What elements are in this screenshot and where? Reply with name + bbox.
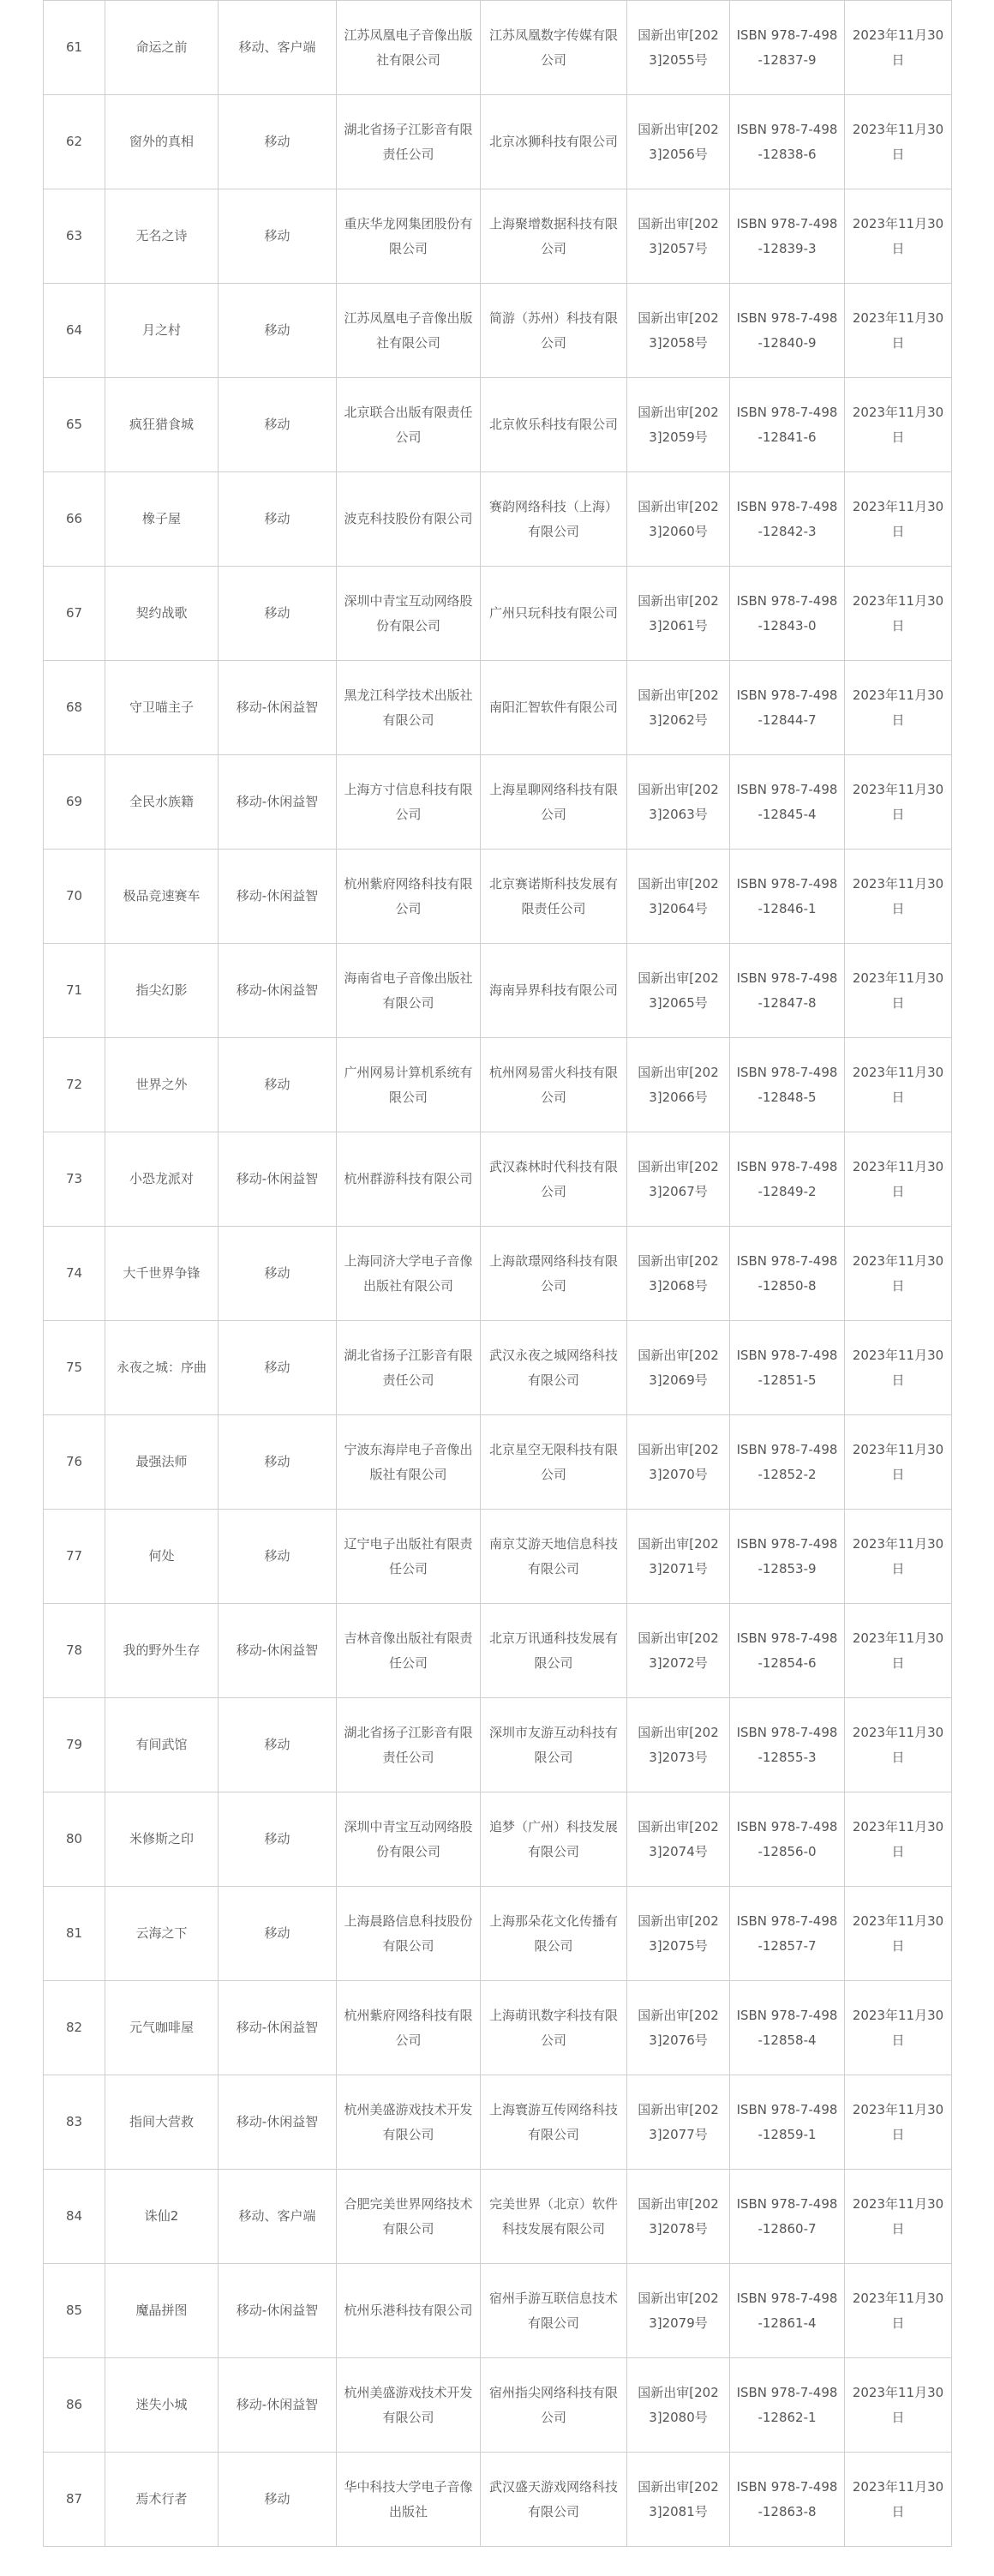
game-name: 何处 bbox=[105, 1510, 219, 1604]
operator-name: 北京冰狮科技有限公司 bbox=[481, 95, 627, 189]
approval-number: 国新出审[2023]2062号 bbox=[627, 661, 730, 755]
publisher-name: 北京联合出版有限责任公司 bbox=[337, 378, 481, 472]
isbn-number: ISBN 978-7-498-12852-2 bbox=[730, 1415, 845, 1510]
publisher-name: 合肥完美世界网络技术有限公司 bbox=[337, 2170, 481, 2264]
game-name: 全民水族籍 bbox=[105, 755, 219, 850]
publisher-name: 湖北省扬子江影音有限责任公司 bbox=[337, 95, 481, 189]
isbn-number: ISBN 978-7-498-12855-3 bbox=[730, 1698, 845, 1792]
operator-name: 赛韵网络科技（上海）有限公司 bbox=[481, 472, 627, 567]
isbn-number: ISBN 978-7-498-12853-9 bbox=[730, 1510, 845, 1604]
row-number: 81 bbox=[44, 1887, 105, 1981]
operator-name: 上海萌讯数字科技有限公司 bbox=[481, 1981, 627, 2075]
approval-number: 国新出审[2023]2077号 bbox=[627, 2075, 730, 2170]
game-name: 小恐龙派对 bbox=[105, 1132, 219, 1227]
game-name: 永夜之城：序曲 bbox=[105, 1321, 219, 1415]
approval-number: 国新出审[2023]2070号 bbox=[627, 1415, 730, 1510]
approval-date: 2023年11月30日 bbox=[845, 189, 952, 284]
publisher-name: 深圳中青宝互动网络股份有限公司 bbox=[337, 1792, 481, 1887]
table-row bbox=[44, 1132, 952, 1227]
table-row bbox=[44, 944, 952, 1038]
publisher-name: 辽宁电子出版社有限责任公司 bbox=[337, 1510, 481, 1604]
publisher-name: 杭州美盛游戏技术开发有限公司 bbox=[337, 2075, 481, 2170]
table-row bbox=[44, 1, 952, 95]
game-category: 移动 bbox=[219, 378, 337, 472]
approval-number: 国新出审[2023]2057号 bbox=[627, 189, 730, 284]
publisher-name: 波克科技股份有限公司 bbox=[337, 472, 481, 567]
operator-name: 杭州网易雷火科技有限公司 bbox=[481, 1038, 627, 1132]
game-name: 诛仙2 bbox=[105, 2170, 219, 2264]
approval-number: 国新出审[2023]2061号 bbox=[627, 567, 730, 661]
isbn-number: ISBN 978-7-498-12849-2 bbox=[730, 1132, 845, 1227]
table-row bbox=[44, 2358, 952, 2453]
publisher-name: 江苏凤凰电子音像出版社有限公司 bbox=[337, 1, 481, 95]
game-category: 移动 bbox=[219, 1698, 337, 1792]
approval-number: 国新出审[2023]2069号 bbox=[627, 1321, 730, 1415]
table-row bbox=[44, 755, 952, 850]
game-category: 移动 bbox=[219, 189, 337, 284]
publisher-name: 广州网易计算机系统有限公司 bbox=[337, 1038, 481, 1132]
game-category: 移动-休闲益智 bbox=[219, 1132, 337, 1227]
game-category: 移动-休闲益智 bbox=[219, 661, 337, 755]
approval-date: 2023年11月30日 bbox=[845, 1038, 952, 1132]
row-number: 71 bbox=[44, 944, 105, 1038]
game-category: 移动 bbox=[219, 1227, 337, 1321]
operator-name: 完美世界（北京）软件科技发展有限公司 bbox=[481, 2170, 627, 2264]
approval-date: 2023年11月30日 bbox=[845, 472, 952, 567]
game-category: 移动、客户端 bbox=[219, 1, 337, 95]
table-row bbox=[44, 1698, 952, 1792]
row-number: 75 bbox=[44, 1321, 105, 1415]
row-number: 61 bbox=[44, 1, 105, 95]
game-category: 移动-休闲益智 bbox=[219, 1604, 337, 1698]
row-number: 87 bbox=[44, 2453, 105, 2547]
approval-number: 国新出审[2023]2058号 bbox=[627, 284, 730, 378]
operator-name: 北京星空无限科技有限公司 bbox=[481, 1415, 627, 1510]
game-category: 移动 bbox=[219, 2453, 337, 2547]
approval-date: 2023年11月30日 bbox=[845, 1510, 952, 1604]
approval-date: 2023年11月30日 bbox=[845, 850, 952, 944]
table-row bbox=[44, 95, 952, 189]
game-category: 移动-休闲益智 bbox=[219, 2075, 337, 2170]
game-name: 疯狂猎食城 bbox=[105, 378, 219, 472]
operator-name: 上海聚增数据科技有限公司 bbox=[481, 189, 627, 284]
approval-date: 2023年11月30日 bbox=[845, 378, 952, 472]
isbn-number: ISBN 978-7-498-12842-3 bbox=[730, 472, 845, 567]
isbn-number: ISBN 978-7-498-12838-6 bbox=[730, 95, 845, 189]
publisher-name: 湖北省扬子江影音有限责任公司 bbox=[337, 1321, 481, 1415]
table-row bbox=[44, 850, 952, 944]
game-category: 移动 bbox=[219, 1510, 337, 1604]
game-name: 我的野外生存 bbox=[105, 1604, 219, 1698]
publisher-name: 上海同济大学电子音像出版社有限公司 bbox=[337, 1227, 481, 1321]
table-row bbox=[44, 661, 952, 755]
game-name: 有间武馆 bbox=[105, 1698, 219, 1792]
row-number: 85 bbox=[44, 2264, 105, 2358]
game-name: 迷失小城 bbox=[105, 2358, 219, 2453]
row-number: 69 bbox=[44, 755, 105, 850]
row-number: 86 bbox=[44, 2358, 105, 2453]
approval-number: 国新出审[2023]2074号 bbox=[627, 1792, 730, 1887]
isbn-number: ISBN 978-7-498-12840-9 bbox=[730, 284, 845, 378]
approval-date: 2023年11月30日 bbox=[845, 284, 952, 378]
table-row bbox=[44, 1038, 952, 1132]
operator-name: 武汉永夜之城网络科技有限公司 bbox=[481, 1321, 627, 1415]
publisher-name: 深圳中青宝互动网络股份有限公司 bbox=[337, 567, 481, 661]
game-category: 移动-休闲益智 bbox=[219, 755, 337, 850]
approval-number: 国新出审[2023]2068号 bbox=[627, 1227, 730, 1321]
isbn-number: ISBN 978-7-498-12863-8 bbox=[730, 2453, 845, 2547]
table-row bbox=[44, 1887, 952, 1981]
approval-date: 2023年11月30日 bbox=[845, 1132, 952, 1227]
operator-name: 宿州指尖网络科技有限公司 bbox=[481, 2358, 627, 2453]
approval-number: 国新出审[2023]2078号 bbox=[627, 2170, 730, 2264]
game-name: 焉术行者 bbox=[105, 2453, 219, 2547]
game-approval-table bbox=[43, 0, 952, 2547]
approval-date: 2023年11月30日 bbox=[845, 944, 952, 1038]
game-name: 大千世界争锋 bbox=[105, 1227, 219, 1321]
row-number: 65 bbox=[44, 378, 105, 472]
publisher-name: 杭州群游科技有限公司 bbox=[337, 1132, 481, 1227]
approval-number: 国新出审[2023]2060号 bbox=[627, 472, 730, 567]
row-number: 77 bbox=[44, 1510, 105, 1604]
approval-date: 2023年11月30日 bbox=[845, 1321, 952, 1415]
approval-number: 国新出审[2023]2056号 bbox=[627, 95, 730, 189]
publisher-name: 杭州紫府网络科技有限公司 bbox=[337, 1981, 481, 2075]
isbn-number: ISBN 978-7-498-12854-6 bbox=[730, 1604, 845, 1698]
game-name: 窗外的真相 bbox=[105, 95, 219, 189]
publisher-name: 华中科技大学电子音像出版社 bbox=[337, 2453, 481, 2547]
approval-number: 国新出审[2023]2059号 bbox=[627, 378, 730, 472]
game-name: 指间大营救 bbox=[105, 2075, 219, 2170]
table-row bbox=[44, 2170, 952, 2264]
approval-date: 2023年11月30日 bbox=[845, 1415, 952, 1510]
row-number: 83 bbox=[44, 2075, 105, 2170]
row-number: 64 bbox=[44, 284, 105, 378]
game-name: 命运之前 bbox=[105, 1, 219, 95]
row-number: 66 bbox=[44, 472, 105, 567]
operator-name: 广州只玩科技有限公司 bbox=[481, 567, 627, 661]
approval-number: 国新出审[2023]2073号 bbox=[627, 1698, 730, 1792]
row-number: 67 bbox=[44, 567, 105, 661]
game-category: 移动、客户端 bbox=[219, 2170, 337, 2264]
game-category: 移动 bbox=[219, 284, 337, 378]
game-category: 移动 bbox=[219, 1038, 337, 1132]
approval-date: 2023年11月30日 bbox=[845, 1698, 952, 1792]
table-row bbox=[44, 189, 952, 284]
publisher-name: 吉林音像出版社有限责任公司 bbox=[337, 1604, 481, 1698]
publisher-name: 杭州乐港科技有限公司 bbox=[337, 2264, 481, 2358]
table-row bbox=[44, 2075, 952, 2170]
isbn-number: ISBN 978-7-498-12856-0 bbox=[730, 1792, 845, 1887]
row-number: 70 bbox=[44, 850, 105, 944]
approval-date: 2023年11月30日 bbox=[845, 2358, 952, 2453]
approval-date: 2023年11月30日 bbox=[845, 2075, 952, 2170]
game-name: 月之村 bbox=[105, 284, 219, 378]
approval-number: 国新出审[2023]2072号 bbox=[627, 1604, 730, 1698]
operator-name: 深圳市友游互动科技有限公司 bbox=[481, 1698, 627, 1792]
publisher-name: 宁波东海岸电子音像出版社有限公司 bbox=[337, 1415, 481, 1510]
operator-name: 追梦（广州）科技发展有限公司 bbox=[481, 1792, 627, 1887]
publisher-name: 重庆华龙网集团股份有限公司 bbox=[337, 189, 481, 284]
approval-number: 国新出审[2023]2080号 bbox=[627, 2358, 730, 2453]
isbn-number: ISBN 978-7-498-12846-1 bbox=[730, 850, 845, 944]
game-category: 移动 bbox=[219, 1415, 337, 1510]
approval-number: 国新出审[2023]2071号 bbox=[627, 1510, 730, 1604]
approval-number: 国新出审[2023]2067号 bbox=[627, 1132, 730, 1227]
row-number: 78 bbox=[44, 1604, 105, 1698]
approval-date: 2023年11月30日 bbox=[845, 2170, 952, 2264]
approval-date: 2023年11月30日 bbox=[845, 1981, 952, 2075]
approval-number: 国新出审[2023]2075号 bbox=[627, 1887, 730, 1981]
approval-number: 国新出审[2023]2064号 bbox=[627, 850, 730, 944]
game-name: 守卫喵主子 bbox=[105, 661, 219, 755]
operator-name: 武汉盛天游戏网络科技有限公司 bbox=[481, 2453, 627, 2547]
table-row bbox=[44, 1792, 952, 1887]
table-row bbox=[44, 567, 952, 661]
game-category: 移动-休闲益智 bbox=[219, 944, 337, 1038]
isbn-number: ISBN 978-7-498-12857-7 bbox=[730, 1887, 845, 1981]
game-category: 移动 bbox=[219, 1887, 337, 1981]
approval-number: 国新出审[2023]2079号 bbox=[627, 2264, 730, 2358]
game-name: 云海之下 bbox=[105, 1887, 219, 1981]
table-row bbox=[44, 284, 952, 378]
publisher-name: 江苏凤凰电子音像出版社有限公司 bbox=[337, 284, 481, 378]
isbn-number: ISBN 978-7-498-12841-6 bbox=[730, 378, 845, 472]
row-number: 63 bbox=[44, 189, 105, 284]
game-category: 移动-休闲益智 bbox=[219, 2264, 337, 2358]
table-row bbox=[44, 1981, 952, 2075]
game-name: 橡子屋 bbox=[105, 472, 219, 567]
operator-name: 南阳汇智软件有限公司 bbox=[481, 661, 627, 755]
game-category: 移动-休闲益智 bbox=[219, 2358, 337, 2453]
approval-date: 2023年11月30日 bbox=[845, 2453, 952, 2547]
approval-number: 国新出审[2023]2066号 bbox=[627, 1038, 730, 1132]
table-row bbox=[44, 1227, 952, 1321]
approval-number: 国新出审[2023]2055号 bbox=[627, 1, 730, 95]
row-number: 84 bbox=[44, 2170, 105, 2264]
row-number: 82 bbox=[44, 1981, 105, 2075]
operator-name: 上海歆璟网络科技有限公司 bbox=[481, 1227, 627, 1321]
table-row bbox=[44, 2453, 952, 2547]
table-row bbox=[44, 1415, 952, 1510]
game-name: 世界之外 bbox=[105, 1038, 219, 1132]
isbn-number: ISBN 978-7-498-12862-1 bbox=[730, 2358, 845, 2453]
approval-number: 国新出审[2023]2065号 bbox=[627, 944, 730, 1038]
game-name: 指尖幻影 bbox=[105, 944, 219, 1038]
approval-date: 2023年11月30日 bbox=[845, 755, 952, 850]
operator-name: 海南异界科技有限公司 bbox=[481, 944, 627, 1038]
publisher-name: 上海晨路信息科技股份有限公司 bbox=[337, 1887, 481, 1981]
approval-number: 国新出审[2023]2076号 bbox=[627, 1981, 730, 2075]
publisher-name: 上海方寸信息科技有限公司 bbox=[337, 755, 481, 850]
game-category: 移动 bbox=[219, 472, 337, 567]
publisher-name: 海南省电子音像出版社有限公司 bbox=[337, 944, 481, 1038]
isbn-number: ISBN 978-7-498-12839-3 bbox=[730, 189, 845, 284]
game-name: 米修斯之印 bbox=[105, 1792, 219, 1887]
table-row bbox=[44, 378, 952, 472]
operator-name: 北京攸乐科技有限公司 bbox=[481, 378, 627, 472]
approval-date: 2023年11月30日 bbox=[845, 1604, 952, 1698]
row-number: 76 bbox=[44, 1415, 105, 1510]
publisher-name: 湖北省扬子江影音有限责任公司 bbox=[337, 1698, 481, 1792]
game-category: 移动-休闲益智 bbox=[219, 850, 337, 944]
operator-name: 上海寰游互传网络科技有限公司 bbox=[481, 2075, 627, 2170]
approval-date: 2023年11月30日 bbox=[845, 661, 952, 755]
game-name: 无名之诗 bbox=[105, 189, 219, 284]
approval-date: 2023年11月30日 bbox=[845, 95, 952, 189]
row-number: 68 bbox=[44, 661, 105, 755]
operator-name: 简游（苏州）科技有限公司 bbox=[481, 284, 627, 378]
approval-date: 2023年11月30日 bbox=[845, 2264, 952, 2358]
operator-name: 宿州手游互联信息技术有限公司 bbox=[481, 2264, 627, 2358]
row-number: 74 bbox=[44, 1227, 105, 1321]
isbn-number: ISBN 978-7-498-12860-7 bbox=[730, 2170, 845, 2264]
isbn-number: ISBN 978-7-498-12859-1 bbox=[730, 2075, 845, 2170]
row-number: 73 bbox=[44, 1132, 105, 1227]
table-row bbox=[44, 1321, 952, 1415]
approval-date: 2023年11月30日 bbox=[845, 1, 952, 95]
operator-name: 南京艾游天地信息科技有限公司 bbox=[481, 1510, 627, 1604]
operator-name: 江苏凤凰数字传媒有限公司 bbox=[481, 1, 627, 95]
approval-number: 国新出审[2023]2063号 bbox=[627, 755, 730, 850]
table-body bbox=[44, 1, 952, 2547]
isbn-number: ISBN 978-7-498-12843-0 bbox=[730, 567, 845, 661]
game-name: 最强法师 bbox=[105, 1415, 219, 1510]
row-number: 80 bbox=[44, 1792, 105, 1887]
operator-name: 上海那朵花文化传播有限公司 bbox=[481, 1887, 627, 1981]
isbn-number: ISBN 978-7-498-12858-4 bbox=[730, 1981, 845, 2075]
publisher-name: 黑龙江科学技术出版社有限公司 bbox=[337, 661, 481, 755]
game-category: 移动-休闲益智 bbox=[219, 1981, 337, 2075]
approval-date: 2023年11月30日 bbox=[845, 1887, 952, 1981]
row-number: 79 bbox=[44, 1698, 105, 1792]
game-name: 元气咖啡屋 bbox=[105, 1981, 219, 2075]
table-row bbox=[44, 1510, 952, 1604]
game-category: 移动 bbox=[219, 567, 337, 661]
row-number: 72 bbox=[44, 1038, 105, 1132]
game-category: 移动 bbox=[219, 95, 337, 189]
approval-date: 2023年11月30日 bbox=[845, 1227, 952, 1321]
table-row bbox=[44, 1604, 952, 1698]
operator-name: 上海星聊网络科技有限公司 bbox=[481, 755, 627, 850]
isbn-number: ISBN 978-7-498-12847-8 bbox=[730, 944, 845, 1038]
table-row bbox=[44, 2264, 952, 2358]
isbn-number: ISBN 978-7-498-12861-4 bbox=[730, 2264, 845, 2358]
approval-number: 国新出审[2023]2081号 bbox=[627, 2453, 730, 2547]
operator-name: 武汉森林时代科技有限公司 bbox=[481, 1132, 627, 1227]
table-row bbox=[44, 472, 952, 567]
game-name: 极品竞速赛车 bbox=[105, 850, 219, 944]
isbn-number: ISBN 978-7-498-12851-5 bbox=[730, 1321, 845, 1415]
operator-name: 北京万讯通科技发展有限公司 bbox=[481, 1604, 627, 1698]
isbn-number: ISBN 978-7-498-12850-8 bbox=[730, 1227, 845, 1321]
game-name: 魔晶拼图 bbox=[105, 2264, 219, 2358]
isbn-number: ISBN 978-7-498-12837-9 bbox=[730, 1, 845, 95]
row-number: 62 bbox=[44, 95, 105, 189]
publisher-name: 杭州美盛游戏技术开发有限公司 bbox=[337, 2358, 481, 2453]
approval-date: 2023年11月30日 bbox=[845, 1792, 952, 1887]
isbn-number: ISBN 978-7-498-12848-5 bbox=[730, 1038, 845, 1132]
approval-date: 2023年11月30日 bbox=[845, 567, 952, 661]
publisher-name: 杭州紫府网络科技有限公司 bbox=[337, 850, 481, 944]
game-name: 契约战歌 bbox=[105, 567, 219, 661]
game-category: 移动 bbox=[219, 1792, 337, 1887]
operator-name: 北京赛诺斯科技发展有限责任公司 bbox=[481, 850, 627, 944]
game-category: 移动 bbox=[219, 1321, 337, 1415]
isbn-number: ISBN 978-7-498-12844-7 bbox=[730, 661, 845, 755]
isbn-number: ISBN 978-7-498-12845-4 bbox=[730, 755, 845, 850]
